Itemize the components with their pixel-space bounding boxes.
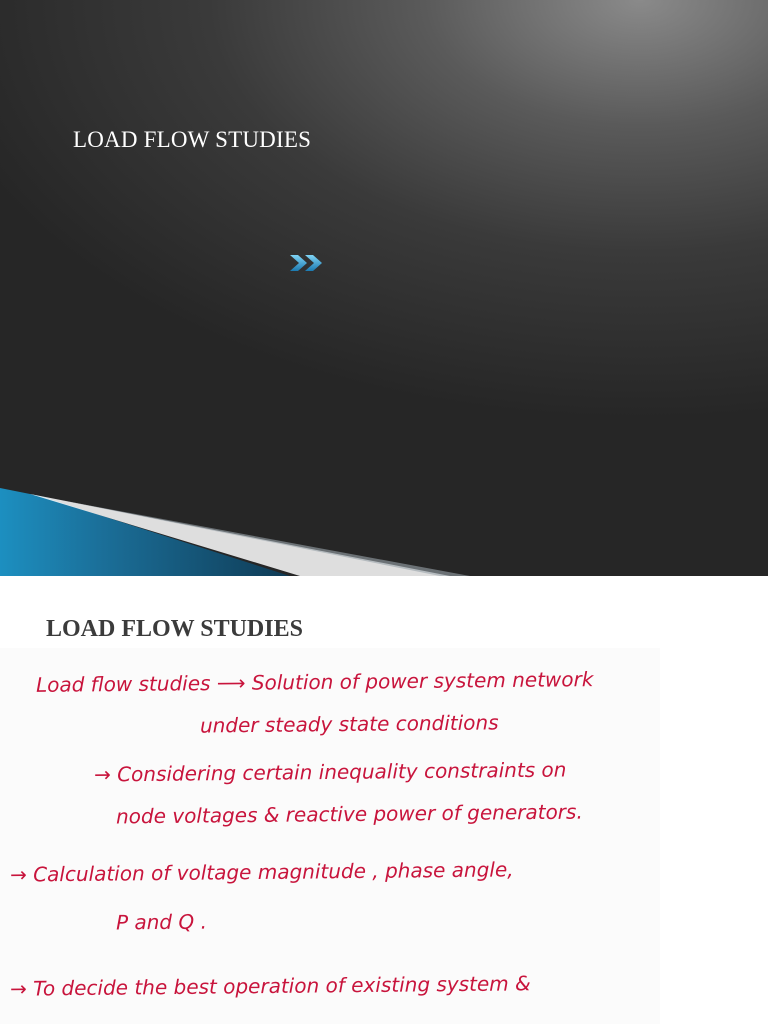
note-line: → Considering certain inequality constraints on — [93, 757, 567, 787]
slide-title: LOAD FLOW STUDIES — [46, 616, 303, 642]
handwritten-notes — [0, 648, 660, 1024]
decorative-swoosh — [0, 470, 768, 576]
note-line: node voltages & reactive power of generators. — [115, 799, 583, 829]
note-line: Load flow studies ⟶ Solution of power system network — [35, 667, 594, 697]
note-line: P and Q . — [115, 909, 207, 935]
double-chevron-right-icon — [288, 252, 328, 274]
note-line: → Calculation of voltage magnitude , phase angle, — [9, 857, 514, 887]
note-line: under steady state conditions — [199, 710, 499, 738]
note-line: → To decide the best operation of existing system & — [9, 971, 531, 1001]
slide-title: LOAD FLOW STUDIES — [73, 127, 312, 152]
content-slide — [0, 576, 768, 1024]
